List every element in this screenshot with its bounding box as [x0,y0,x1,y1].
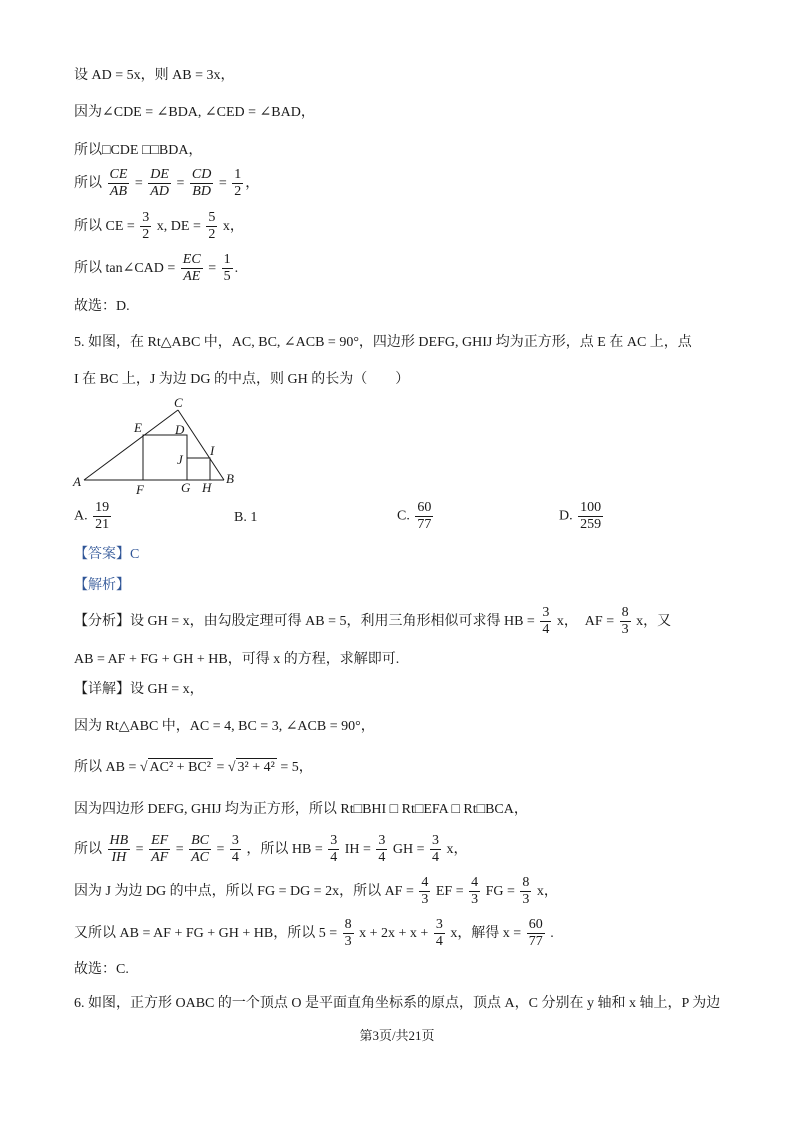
option-d: D. $\frac{100}{259}$ [559,500,602,532]
option-c: C. $\frac{60}{77}$ [397,500,432,532]
text-line: 所以□CDE □□BDA， [74,143,203,158]
text-line: 故选：D. [74,299,130,314]
label-G: G [181,480,191,494]
label-F: F [136,482,144,494]
label-D: D [175,422,185,437]
detail-line2: 因为 Rt△ABC 中，AC = 4, BC = 3, ∠ACB = 90°， [74,719,375,734]
question-5-line2: I 在 BC 上，J 为边 DG 的中点，则 GH 的长为（ ） [74,372,410,387]
answer-line: 【答案】C [74,547,140,562]
option-a: A. $\frac{19}{21}$ [74,500,110,532]
equation-line: 所以 $\frac{CE}{AB}$ = $\frac{DE}{AD}$ = $\frac{CD}{BD}$ = $\frac{1}{2}$ ， [74,167,260,200]
detail-line4: 因为四边形 DEFG, GHIJ 均为正方形，所以 Rt□BHI □ Rt□EFA □ Rt□BCA， [74,802,528,817]
label-B: B [226,471,234,486]
label-I: I [210,443,215,458]
analysis-line1: 【分析】设 GH = x，由勾股定理可得 AB = 5，利用三角形相似可求得 HB = $\frac{3}{4}$ x， AF = $\frac{8}{3}$ x，又 [74,605,672,638]
detail-line3: 所以 AB = √ AC² + BC² = √ 3² + 4² = 5， [74,760,313,775]
question-6-line1: 6. 如图，正方形 OABC 的一个顶点 O 是平面直角坐标系的原点，顶点 A，C 分别在 y 轴和 x 轴上，P 为边 [74,996,721,1011]
detail-line6: 因为 J 为边 DG 的中点，所以 FG = DG = 2x，所以 AF = $\frac{4}{3}$ EF = $\frac{4}{3}$ FG = $\frac{8}{3}$ x， [74,875,558,908]
detail-line1: 【详解】设 GH = x， [74,682,204,697]
text-line: 因为∠CDE = ∠BDA, ∠CED = ∠BAD， [74,105,315,120]
label-C: C [174,395,183,410]
label-J: J [177,452,183,467]
detail-line8: 故选：C. [74,962,129,977]
detail-line7: 又所以 AB = AF + FG + GH + HB，所以 5 = $\frac{8}{3}$ x + 2x + x + $\frac{3}{4}$ x，解得 x = $\frac{60}{77}$ . [74,917,554,950]
label-E: E [134,420,142,435]
question-5-line1: 5. 如图，在 Rt△ABC 中，AC, BC, ∠ACB = 90°，四边形 DEFG, GHIJ 均为正方形，点 E 在 AC 上，点 [74,335,692,350]
analysis-heading: 【解析】 [74,578,130,593]
detail-line5: 所以 $\frac{HB}{IH}$ = $\frac{EF}{AF}$ = $\frac{BC}{AC}$ = $\frac{3}{4}$ ，所以 HB = $\frac{3}{4}$ IH = $\frac{3}{4}$ GH = $\frac{3}{4}$ x， [74,833,468,866]
text-line: 设 AD = 5x，则 AB = 3x， [74,68,235,83]
equation-line: 所以 CE = $\frac{3}{2}$ x, DE = $\frac{5}{2}$ x， [74,210,244,243]
triangle-figure [70,394,250,494]
page-footer: 第3页/共21页 [359,1028,435,1043]
equation-line: 所以 tan∠CAD = $\frac{EC}{AE}$ = $\frac{1}{5}$ . [74,252,239,285]
label-A: A [73,474,81,489]
analysis-line2: AB = AF + FG + GH + HB，可得 x 的方程，求解即可. [74,652,400,667]
option-b: B. 1 [234,510,258,525]
label-H: H [202,480,212,494]
